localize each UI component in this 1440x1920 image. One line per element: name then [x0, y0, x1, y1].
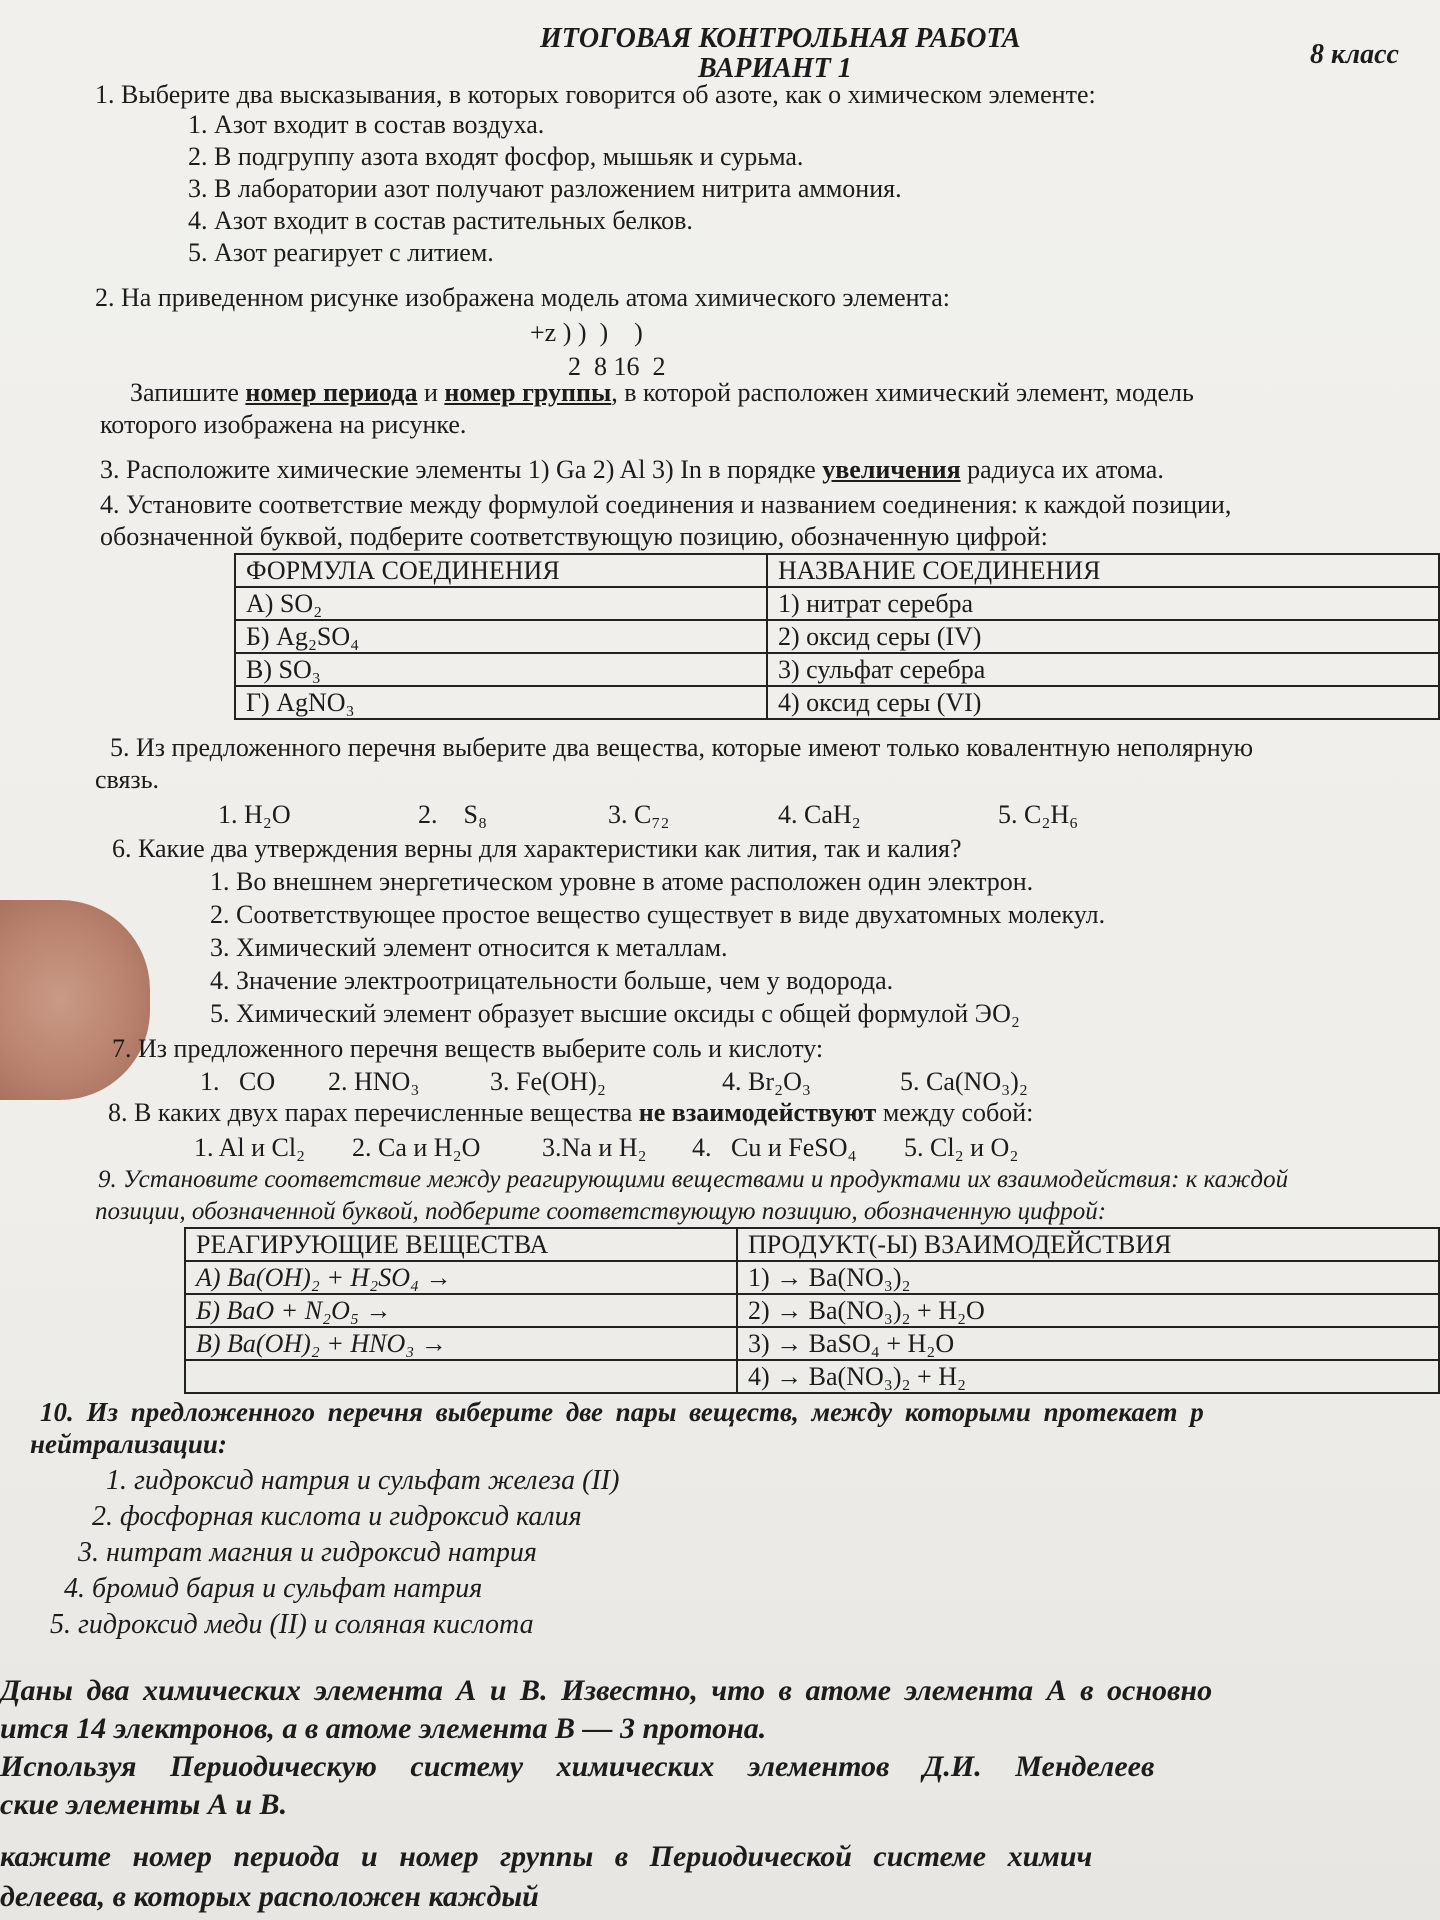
q1-option-1: 1. Азот входит в состав воздуха. — [188, 110, 545, 139]
q2-question: 2. На приведенном рисунке изображена модель атома химического элемента: — [95, 283, 950, 312]
q6-option-3: 3. Химический элемент относится к металлам. — [210, 933, 728, 962]
q11-line-2: ится 14 электронов, а в атоме элемента В — 3 протона. — [0, 1712, 767, 1745]
table-row — [185, 1294, 1439, 1327]
q10-option-1: 1. гидроксид натрия и сульфат железа (II) — [106, 1465, 620, 1496]
q5-line-2: связь. — [95, 765, 160, 794]
q4-cell-right: 1) нитрат серебра — [767, 587, 1439, 620]
q9-cell-left: В) Ba(OH)₂ + HNO₃ → — [185, 1327, 737, 1360]
q10-line-1: 10. Из предложенного перечня выберите две пары веществ, между которыми протекает р — [40, 1397, 1204, 1427]
q5-option-1: 1. H₂O — [218, 800, 291, 829]
q9-cell-left — [185, 1360, 737, 1393]
q4-line-2: обозначенной буквой, подберите соответствующую позицию, обозначенную цифрой: — [100, 522, 1048, 551]
q8-emph: не взаимодействуют — [638, 1098, 877, 1127]
q11-line-5: кажите номер периода и номер группы в Периодической системе химич — [0, 1840, 1093, 1873]
q6-option-1: 1. Во внешнем энергетическом уровне в атоме расположен один электрон. — [210, 867, 1034, 896]
q4-cell-left: Б) Ag₂SO₄ — [235, 620, 767, 653]
q4-table — [234, 553, 1440, 720]
q8-question: 8. В каких двух парах перечисленные вещества не взаимодействуют между собой: — [108, 1098, 1034, 1127]
q9-line-1: 9. Установите соответствие между реагирующими веществами и продуктами их взаимодействия: к каждой — [98, 1166, 1289, 1193]
q9-header-right: ПРОДУКТ(-Ы) ВЗАИМОДЕЙСТВИЯ — [737, 1228, 1439, 1261]
q1-question: 1. Выберите два высказывания, в которых говорится об азоте, как о химическом элементе: — [95, 80, 1096, 109]
q6-option-4: 4. Значение электроотрицательности больше, чем у водорода. — [210, 966, 894, 995]
q8-option-2: 2. Ca и H₂O — [352, 1133, 481, 1162]
q2-task-line-2: которого изображена на рисунке. — [100, 410, 467, 439]
q6-option-2: 2. Соответствующее простое вещество существует в виде двухатомных молекул. — [210, 900, 1106, 929]
q7-option-1: 1. CO — [200, 1067, 276, 1096]
q1-option-5: 5. Азот реагирует с литием. — [188, 238, 494, 267]
q7-question: 7. Из предложенного перечня веществ выберите соль и кислоту: — [112, 1034, 824, 1063]
q5-option-3: 3. C₇₂ — [608, 800, 670, 829]
q1-option-2: 2. В подгруппу азота входят фосфор, мышьяк и сурьма. — [188, 142, 804, 171]
table-row — [235, 620, 1439, 653]
q9-line-2: позиции, обозначенной буквой, подберите соответствующую позицию, обозначенную цифрой: — [95, 1198, 1107, 1225]
q8-option-3: 3.Na и H₂ — [542, 1133, 647, 1162]
table-row — [235, 587, 1439, 620]
q5-option-4: 4. CaH₂ — [778, 800, 861, 829]
q11-line-4: ские элементы А и В. — [0, 1788, 288, 1821]
table-row — [235, 653, 1439, 686]
table-row — [185, 1360, 1439, 1393]
q3-emph: увеличения — [822, 455, 961, 484]
q9-cell-left: А) Ba(OH)₂ + H₂SO₄ → — [185, 1261, 737, 1294]
q9-table-header — [185, 1228, 1439, 1261]
q4-cell-left: Г) AgNO₃ — [235, 686, 767, 719]
q5-option-2: 2. S₈ — [418, 800, 488, 829]
q1-option-3: 3. В лаборатории азот получают разложением нитрита аммония. — [188, 174, 902, 203]
q4-cell-right: 3) сульфат серебра — [767, 653, 1439, 686]
table-row — [185, 1261, 1439, 1294]
q7-option-2: 2. HNO₃ — [328, 1067, 420, 1096]
q4-header-left: ФОРМУЛА СОЕДИНЕНИЯ — [235, 554, 767, 587]
q4-cell-left: В) SO₃ — [235, 653, 767, 686]
q8-option-1: 1. Al и Cl₂ — [194, 1133, 306, 1162]
q9-header-left: РЕАГИРУЮЩИЕ ВЕЩЕСТВА — [185, 1228, 737, 1261]
q8-option-4: 4. Cu и FeSO₄ — [692, 1133, 857, 1162]
q7-option-5: 5. Ca(NO₃)₂ — [900, 1067, 1028, 1096]
q7-option-4: 4. Br₂O₃ — [722, 1067, 811, 1096]
q9-cell-right: 1) → Ba(NO₃)₂ — [737, 1261, 1439, 1294]
q10-option-2: 2. фосфорная кислота и гидроксид калия — [92, 1501, 582, 1532]
q5-line-1: 5. Из предложенного перечня выберите два вещества, которые имеют только ковалентную неполярную — [110, 733, 1254, 762]
q4-cell-right: 4) оксид серы (VI) — [767, 686, 1439, 719]
q4-header-right: НАЗВАНИЕ СОЕДИНЕНИЯ — [767, 554, 1439, 587]
q6-question: 6. Какие два утверждения верны для характеристики как лития, так и калия? — [112, 834, 962, 863]
q3-question: 3. Расположите химические элементы 1) Ga 2) Al 3) In в порядке увеличения радиуса их атома. — [100, 455, 1164, 484]
q9-table — [184, 1227, 1440, 1394]
table-row — [185, 1327, 1439, 1360]
title-line-1: ИТОГОВАЯ КОНТРОЛЬНАЯ РАБОТА — [540, 23, 1021, 54]
q2-emph-period: номер периода — [245, 378, 418, 407]
table-row — [235, 686, 1439, 719]
q10-option-5: 5. гидроксид меди (II) и соляная кислота — [50, 1609, 534, 1640]
q9-cell-right: 4) → Ba(NO₃)₂ + H₂ — [737, 1360, 1439, 1393]
q10-option-4: 4. бромид бария и сульфат натрия — [64, 1573, 483, 1604]
q4-cell-left: А) SO₂ — [235, 587, 767, 620]
q8-option-5: 5. Cl₂ и O₂ — [904, 1133, 1019, 1162]
title-line-2: ВАРИАНТ 1 — [698, 53, 852, 84]
q5-option-5: 5. C₂H₆ — [998, 800, 1079, 829]
q10-line-2: нейтрализации: — [30, 1429, 227, 1459]
q11-line-1: Даны два химических элемента А и В. Известно, что в атоме элемента А в основно — [0, 1674, 1213, 1707]
q11-line-6: делеева, в которых расположен каждый — [0, 1880, 539, 1913]
q2-atom-model-electrons: 2 8 16 2 — [568, 352, 666, 381]
q4-cell-right: 2) оксид серы (IV) — [767, 620, 1439, 653]
q2-atom-model-shells: +z ) ) ) ) — [530, 318, 643, 347]
q1-option-4: 4. Азот входит в состав растительных белков. — [188, 206, 693, 235]
q4-line-1: 4. Установите соответствие между формулой соединения и названием соединения: к каждой позиции, — [100, 490, 1232, 519]
q9-cell-right: 2) → Ba(NO₃)₂ + H₂O — [737, 1294, 1439, 1327]
q9-cell-left: Б) BaO + N₂O₅ → — [185, 1294, 737, 1327]
q4-table-header — [235, 554, 1439, 587]
q2-emph-group: номер группы — [444, 378, 612, 407]
q9-cell-right: 3) → BaSO₄ + H₂O — [737, 1327, 1439, 1360]
q11-line-3: Используя Периодическую систему химических элементов Д.И. Менделеев — [0, 1750, 1155, 1783]
thumb — [0, 900, 150, 1100]
q7-option-3: 3. Fe(OH)₂ — [490, 1067, 606, 1096]
q2-task-line-1: Запишите номер периода и номер группы, в которой расположен химический элемент, модель — [130, 378, 1194, 407]
q6-option-5: 5. Химический элемент образует высшие оксиды с общей формулой ЭО₂ — [210, 999, 1020, 1028]
grade-label: 8 класс — [1310, 39, 1399, 70]
q10-option-3: 3. нитрат магния и гидроксид натрия — [78, 1537, 537, 1568]
